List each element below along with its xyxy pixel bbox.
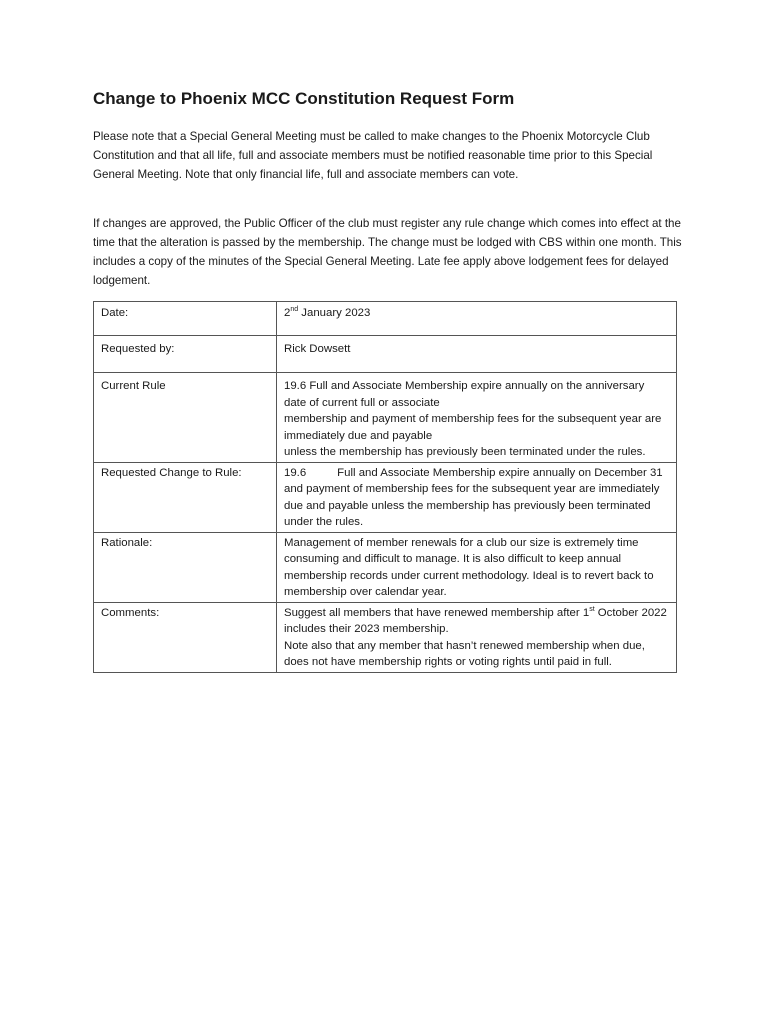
intro-paragraph-meeting: Please note that a Special General Meeting must be called to make changes to the Phoenix Motorcycle Club Constitution and that all life, full and associate members must be notified reasonable time prior to this Special General Meeting. Note that only financial life, full and associate members can vote. <box>93 130 653 181</box>
comments-sup: st <box>589 605 595 613</box>
request-form-table <box>93 301 677 673</box>
table-row-requested-change <box>94 462 677 532</box>
date-day: 2 <box>284 307 291 319</box>
rationale-label: Rationale: <box>94 532 277 602</box>
current-rule-label: Current Rule <box>94 373 277 463</box>
table-row-rationale <box>94 532 677 602</box>
table-row-current-rule <box>94 373 677 463</box>
requested-by-label: Requested by: <box>94 336 277 373</box>
comments-label: Comments: <box>94 602 277 672</box>
intro-paragraph-registration: If changes are approved, the Public Officer of the club must register any rule change which comes into effect at the time that the alteration is passed by the membership. The change must be lodged with CBS within one month. This includes a copy of the minutes of the Special General Meeting. Late fee apply above lodgement fees for delayed lodgement. <box>93 217 682 287</box>
current-rule-line: membership and payment of membership fees for the subsequent year are immediately due and payable <box>284 413 662 442</box>
table-row-date <box>94 302 677 336</box>
comments-note: Note also that any member that hasn’t renewed membership when due, does not have membership rights or voting rights until paid in full. <box>284 639 645 668</box>
date-suffix: nd <box>290 306 299 314</box>
rationale-value: Management of member renewals for a club our size is extremely time consuming and difficult to manage. It is also difficult to keep annual membership records under current methodology. Ideal is to revert back to membership over calendar year. <box>277 532 677 602</box>
current-rule-line: unless the membership has previously been terminated under the rules. <box>284 446 646 458</box>
requested-change-label: Requested Change to Rule: <box>94 462 277 532</box>
comments-part1: Suggest all members that have renewed membership after 1 <box>284 606 590 619</box>
current-rule-value <box>277 373 677 463</box>
requested-change-text: Full and Associate Membership expire annually on December 31 and payment of membership fees for the subsequent year are immediately due and payable unless the membership has previously been terminated under the rules. <box>284 466 663 528</box>
comments-line <box>284 605 669 638</box>
form-title: Change to Phoenix MCC Constitution Request Form <box>93 89 515 108</box>
comments-value <box>277 602 677 672</box>
current-rule-line: 19.6 Full and Associate Membership expire annually on the anniversary date of current full or associate <box>284 380 645 409</box>
table-row-comments <box>94 602 677 672</box>
date-rest: January 2023 <box>298 307 371 319</box>
requested-change-value <box>277 462 677 532</box>
date-label: Date: <box>94 302 277 336</box>
requested-change-number: 19.6 <box>284 466 307 479</box>
date-value <box>277 302 677 336</box>
comments-part2: October 2022 includes their 2023 membership. <box>284 606 667 635</box>
table-row-requested-by <box>94 336 677 373</box>
requested-by-value: Rick Dowsett <box>277 336 677 373</box>
